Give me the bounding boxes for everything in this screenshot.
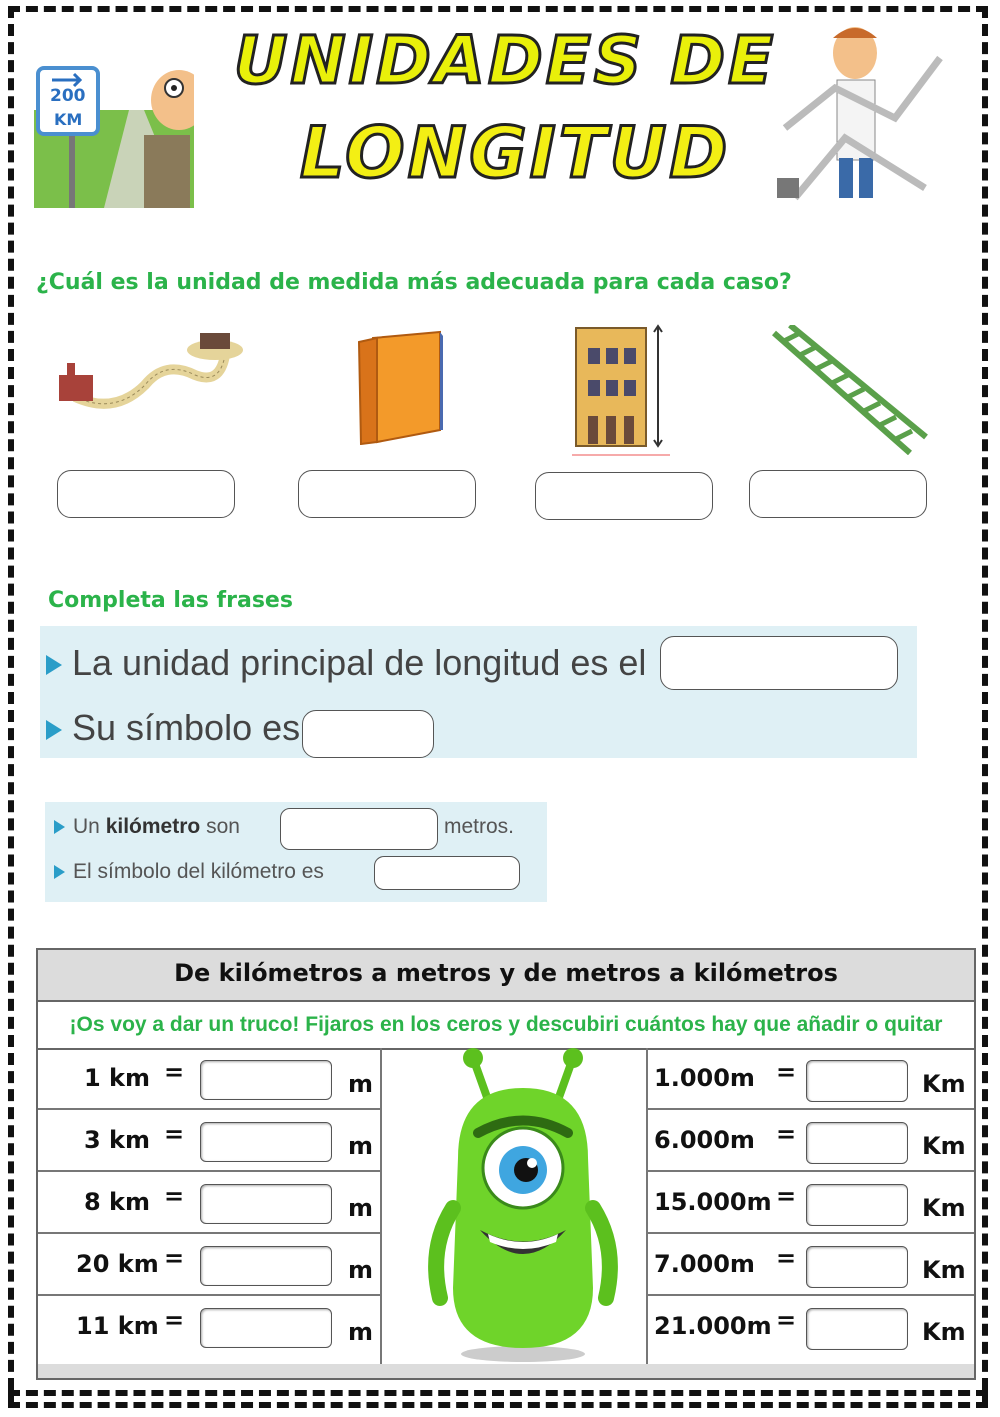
sign-number: 200 — [50, 86, 86, 106]
meter-unit: m — [348, 1070, 374, 1098]
equals-sign: = — [776, 1120, 797, 1148]
sentence2-text: Su símbolo es — [72, 707, 301, 748]
meters-label: 7.000m — [654, 1250, 755, 1278]
kilometer-unit: Km — [922, 1194, 966, 1222]
km-mid: son — [206, 815, 240, 838]
m-to-km-answer-field[interactable] — [806, 1060, 908, 1102]
km-label: 1 km — [84, 1064, 151, 1092]
measuring-man-illustration — [775, 18, 960, 208]
equals-sign: = — [164, 1306, 185, 1334]
traveler-illustration — [34, 40, 194, 208]
equals-sign: = — [776, 1306, 797, 1334]
answer-ladder-field[interactable] — [749, 470, 927, 518]
principal-unit-field[interactable] — [660, 636, 898, 690]
m-to-km-answer-field[interactable] — [806, 1246, 908, 1288]
km-to-m-answer-field[interactable] — [200, 1308, 332, 1348]
equals-sign: = — [164, 1120, 185, 1148]
section1-question: ¿Cuál es la unidad de medida más adecuada para cada caso? — [36, 270, 792, 295]
km-to-m-answer-field[interactable] — [200, 1060, 332, 1100]
kilometer-unit: Km — [922, 1318, 966, 1346]
km-to-m-answer-field[interactable] — [200, 1246, 332, 1286]
sentence-symbol — [46, 707, 300, 749]
answer-building-field[interactable] — [535, 472, 713, 520]
path-towns-icon — [55, 325, 245, 420]
sign-unit: KM — [54, 110, 83, 129]
meter-unit: m — [348, 1194, 374, 1222]
left-column-divider — [380, 1048, 382, 1364]
bullet-triangle-icon — [54, 865, 65, 879]
symbol-field[interactable] — [302, 710, 434, 758]
building-icon — [570, 318, 670, 456]
km-label: 8 km — [84, 1188, 151, 1216]
km-to-m-answer-field[interactable] — [200, 1122, 332, 1162]
km-symbol-text: El símbolo del kilómetro es — [73, 860, 324, 883]
table-title: De kilómetros a metros y de metros a kilómetros — [38, 950, 974, 1002]
bullet-triangle-icon — [46, 720, 62, 740]
m-to-km-answer-field[interactable] — [806, 1308, 908, 1350]
conversion-table — [36, 948, 976, 1380]
m-to-km-answer-field[interactable] — [806, 1122, 908, 1164]
equals-sign: = — [776, 1244, 797, 1272]
section2-title: Completa las frases — [48, 588, 293, 613]
title-line-1: UNIDADES DE — [233, 22, 777, 99]
bullet-triangle-icon — [46, 655, 62, 675]
bullet-triangle-icon — [54, 820, 65, 834]
km-pre: Un — [73, 815, 100, 838]
km-meters-field[interactable] — [280, 808, 438, 850]
meters-label: 15.000m — [654, 1188, 772, 1216]
meters-label: 1.000m — [654, 1064, 755, 1092]
answer-book-field[interactable] — [298, 470, 476, 518]
km-word: kilómetro — [105, 815, 201, 838]
km-symbol-field[interactable] — [374, 856, 520, 890]
meters-label: 21.000m — [654, 1312, 772, 1340]
meter-unit: m — [348, 1132, 374, 1160]
sentence-km-symbol — [54, 860, 324, 884]
m-to-km-answer-field[interactable] — [806, 1184, 908, 1226]
book-icon — [355, 330, 445, 445]
equals-sign: = — [164, 1182, 185, 1210]
km-post-text: metros. — [444, 815, 515, 838]
kilometer-unit: Km — [922, 1070, 966, 1098]
equals-sign: = — [164, 1058, 185, 1086]
table-footer-strip — [38, 1364, 974, 1378]
kilometer-unit: Km — [922, 1132, 966, 1160]
equals-sign: = — [776, 1182, 797, 1210]
meter-unit: m — [348, 1318, 374, 1346]
ladder-icon — [770, 325, 930, 455]
answer-path-field[interactable] — [57, 470, 235, 518]
meters-label: 6.000m — [654, 1126, 755, 1154]
kilometer-unit: Km — [922, 1256, 966, 1284]
km-to-m-answer-field[interactable] — [200, 1184, 332, 1224]
table-subtitle: ¡Os voy a dar un truco! Fijaros en los ceros y descubiri cuántos hay que añadir o quitar — [38, 1002, 974, 1050]
sentence-km-meters — [54, 815, 240, 839]
km-label: 11 km — [76, 1312, 159, 1340]
green-monster-illustration — [418, 1048, 628, 1364]
sentence1-text: La unidad principal de longitud es el — [72, 642, 647, 683]
dashed-bottom-border — [8, 1390, 988, 1396]
equals-sign: = — [776, 1058, 797, 1086]
km-label: 20 km — [76, 1250, 159, 1278]
sentence-principal-unit — [46, 642, 646, 684]
km-label: 3 km — [84, 1126, 151, 1154]
meter-unit: m — [348, 1256, 374, 1284]
title-line-2: LONGITUD — [300, 112, 731, 194]
equals-sign: = — [164, 1244, 185, 1272]
